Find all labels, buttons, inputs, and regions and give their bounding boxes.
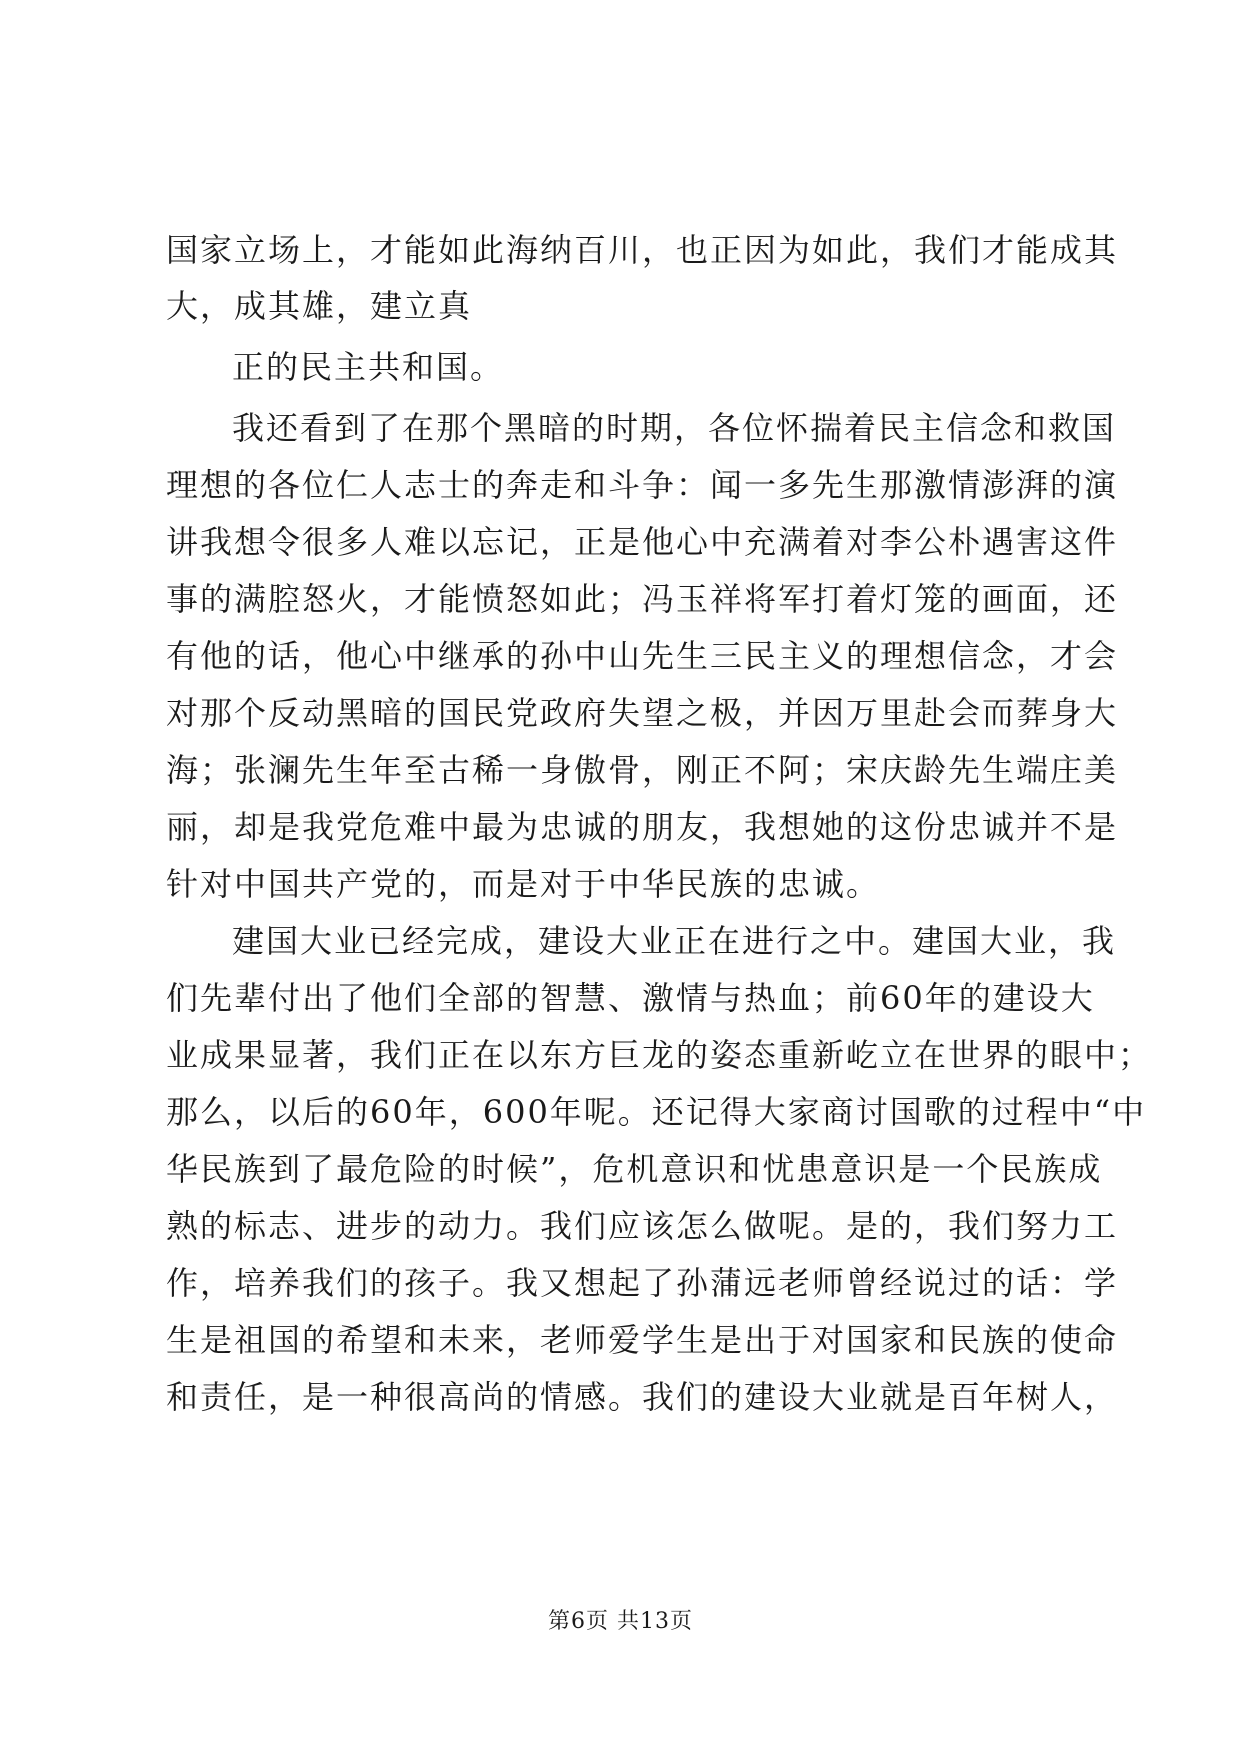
text-line: 们先辈付出了他们全部的智慧、激情与热血；前60年的建设大 xyxy=(166,979,1095,1017)
text-line: 海；张澜先生年至古稀一身傲骨，刚正不阿；宋庆龄先生端庄美 xyxy=(166,751,1119,789)
text-line: 事的满腔怒火，才能愤怒如此；冯玉祥将军打着灯笼的画面，还 xyxy=(166,580,1119,618)
text-line: 国家立场上，才能如此海纳百川，也正因为如此，我们才能成其 xyxy=(166,231,1119,269)
text-line: 生是祖国的希望和未来，老师爱学生是出于对国家和民族的使命 xyxy=(166,1321,1119,1359)
text-line: 和责任，是一种很高尚的情感。我们的建设大业就是百年树人， xyxy=(166,1378,1119,1416)
text-line: 理想的各位仁人志士的奔走和斗争：闻一多先生那激情澎湃的演 xyxy=(166,466,1119,504)
text-line: 那么，以后的60年，600年呢。还记得大家商讨国歌的过程中“中 xyxy=(166,1093,1147,1131)
text-line: 讲我想令很多人难以忘记，正是他心中充满着对李公朴遇害这件 xyxy=(166,523,1119,561)
text-line: 有他的话，他心中继承的孙中山先生三民主义的理想信念，才会 xyxy=(166,637,1119,675)
text-line: 作，培养我们的孩子。我又想起了孙蒲远老师曾经说过的话：学 xyxy=(166,1264,1119,1302)
text-line: 对那个反动黑暗的国民党政府失望之极，并因万里赴会而葬身大 xyxy=(166,694,1119,732)
paragraph-start-line: 我还看到了在那个黑暗的时期，各位怀揣着民主信念和救国 xyxy=(232,409,1117,447)
text-line: 业成果显著，我们正在以东方巨龙的姿态重新屹立在世界的眼中； xyxy=(166,1036,1153,1074)
text-line: 华民族到了最危险的时候”，危机意识和忧患意识是一个民族成 xyxy=(166,1150,1103,1188)
text-line: 针对中国共产党的，而是对于中华民族的忠诚。 xyxy=(166,865,881,903)
paragraph-start-line: 正的民主共和国。 xyxy=(232,348,505,386)
text-line: 丽，却是我党危难中最为忠诚的朋友，我想她的这份忠诚并不是 xyxy=(166,808,1119,846)
paragraph-start-line: 建国大业已经完成，建设大业正在进行之中。建国大业，我 xyxy=(232,922,1117,960)
page-number-footer: 第6页 共13页 xyxy=(548,1609,693,1634)
text-line: 大，成其雄，建立真 xyxy=(166,287,473,325)
text-line: 熟的标志、进步的动力。我们应该怎么做呢。是的，我们努力工 xyxy=(166,1207,1119,1245)
